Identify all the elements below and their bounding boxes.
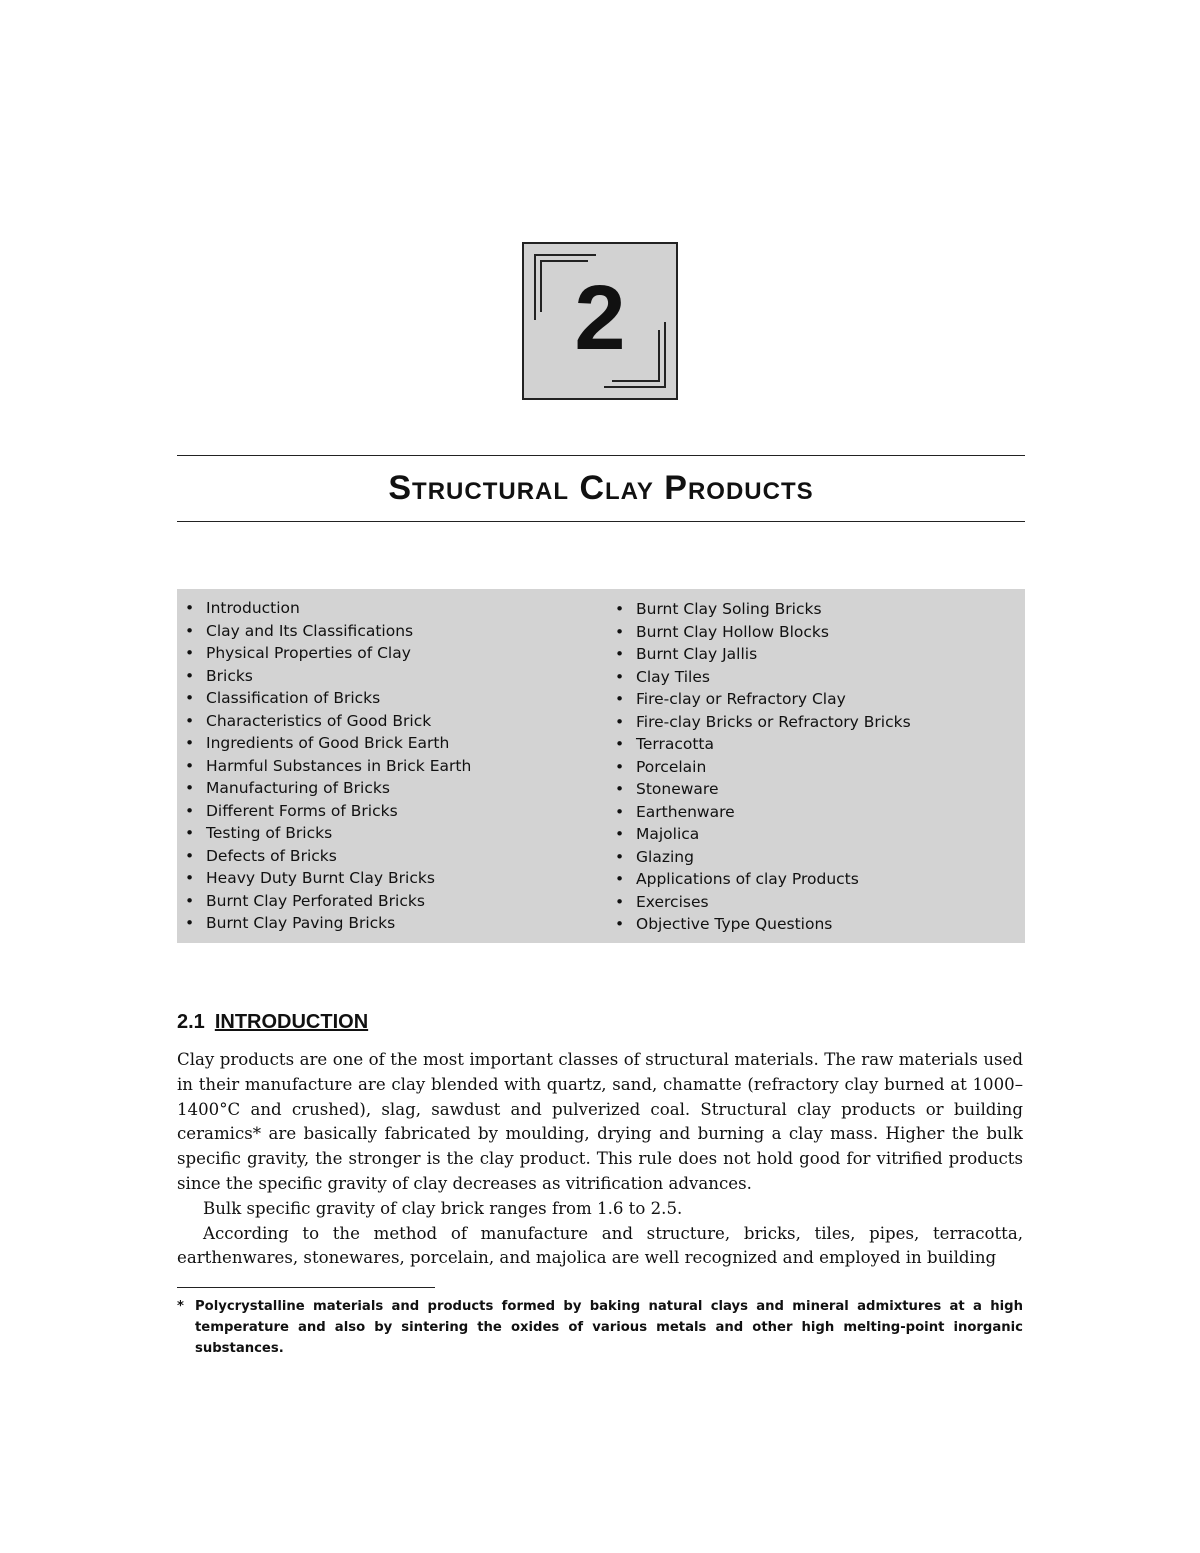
contents-item: • Harmful Substances in Brick Earth [185,755,471,778]
contents-item: • Fire-clay or Refractory Clay [615,688,911,711]
contents-item: • Characteristics of Good Brick [185,710,471,733]
body-paragraph: Bulk specific gravity of clay brick ranges from 1.6 to 2.5. [203,1198,683,1218]
contents-item: • Burnt Clay Perforated Bricks [185,890,471,913]
contents-item: • Heavy Duty Burnt Clay Bricks [185,867,471,890]
contents-list-right [615,598,911,936]
contents-item: • Physical Properties of Clay [185,642,471,665]
section-number: 2.1 [177,1011,205,1033]
contents-item: • Burnt Clay Jallis [615,643,911,666]
chapter-title: Structural Clay Products [388,469,814,507]
title-rule-top [177,455,1025,456]
section-heading [177,1010,368,1034]
footnote-mark: * [177,1299,184,1314]
title-rule-bottom [177,521,1025,522]
contents-item: • Applications of clay Products [615,868,911,891]
chapter-contents-box [177,589,1025,943]
contents-item: • Clay Tiles [615,666,911,689]
contents-item: • Majolica [615,823,911,846]
contents-item: • Defects of Bricks [185,845,471,868]
body-paragraph: According to the method of manufacture and structure, bricks, tiles, pipes, terracotta, earthenwares, stonewares, porcelain, and majolica are well recognized and employed in building [177,1223,1023,1268]
section-title: INTRODUCTION [214,1011,369,1033]
contents-list-left [185,597,471,935]
contents-item: • Different Forms of Bricks [185,800,471,823]
footnote [177,1296,1023,1359]
contents-item: • Testing of Bricks [185,822,471,845]
contents-item: • Classification of Bricks [185,687,471,710]
contents-item: • Objective Type Questions [615,913,911,936]
contents-item: • Porcelain [615,756,911,779]
section-body [177,1048,1023,1271]
corner-ornament-bottom-right-outer [604,386,666,388]
footnote-text: Polycrystalline materials and products formed by baking natural clays and mineral admixtures at a high temperature and also by sintering the oxides of various metals and other high melting-point inorganic substances. [195,1299,1023,1356]
footnote-separator [177,1287,435,1288]
contents-item: • Stoneware [615,778,911,801]
contents-item: • Burnt Clay Paving Bricks [185,912,471,935]
contents-item: • Ingredients of Good Brick Earth [185,732,471,755]
chapter-number-box [522,242,678,400]
contents-item: • Introduction [185,597,471,620]
contents-item: • Burnt Clay Hollow Blocks [615,621,911,644]
contents-item: • Earthenware [615,801,911,824]
corner-ornament-top-left-outer [534,254,596,256]
contents-item: • Exercises [615,891,911,914]
contents-item: • Clay and Its Classifications [185,620,471,643]
corner-ornament-top-left-inner [540,260,588,262]
contents-item: • Glazing [615,846,911,869]
corner-ornament-bottom-right-inner [612,380,660,382]
contents-item: • Burnt Clay Soling Bricks [615,598,911,621]
contents-item: • Manufacturing of Bricks [185,777,471,800]
contents-item: • Terracotta [615,733,911,756]
body-paragraph: Clay products are one of the most important classes of structural materials. The raw materials used in their manufacture are clay blended with quartz, sand, chamatte (refractory clay burned at 1000–1400°C and crushed), slag, sawdust and pulverized coal. Structural clay products or building ceramics* are basically fabricated by moulding, drying and burning a clay mass. Higher the bulk specific gravity, the stronger is the clay product. This rule does not hold good for vitrified products since the specific gravity of clay decreases as vitrification advances. [177,1050,1023,1193]
contents-item: • Bricks [185,665,471,688]
chapter-number: 2 [574,267,626,369]
contents-item: • Fire-clay Bricks or Refractory Bricks [615,711,911,734]
